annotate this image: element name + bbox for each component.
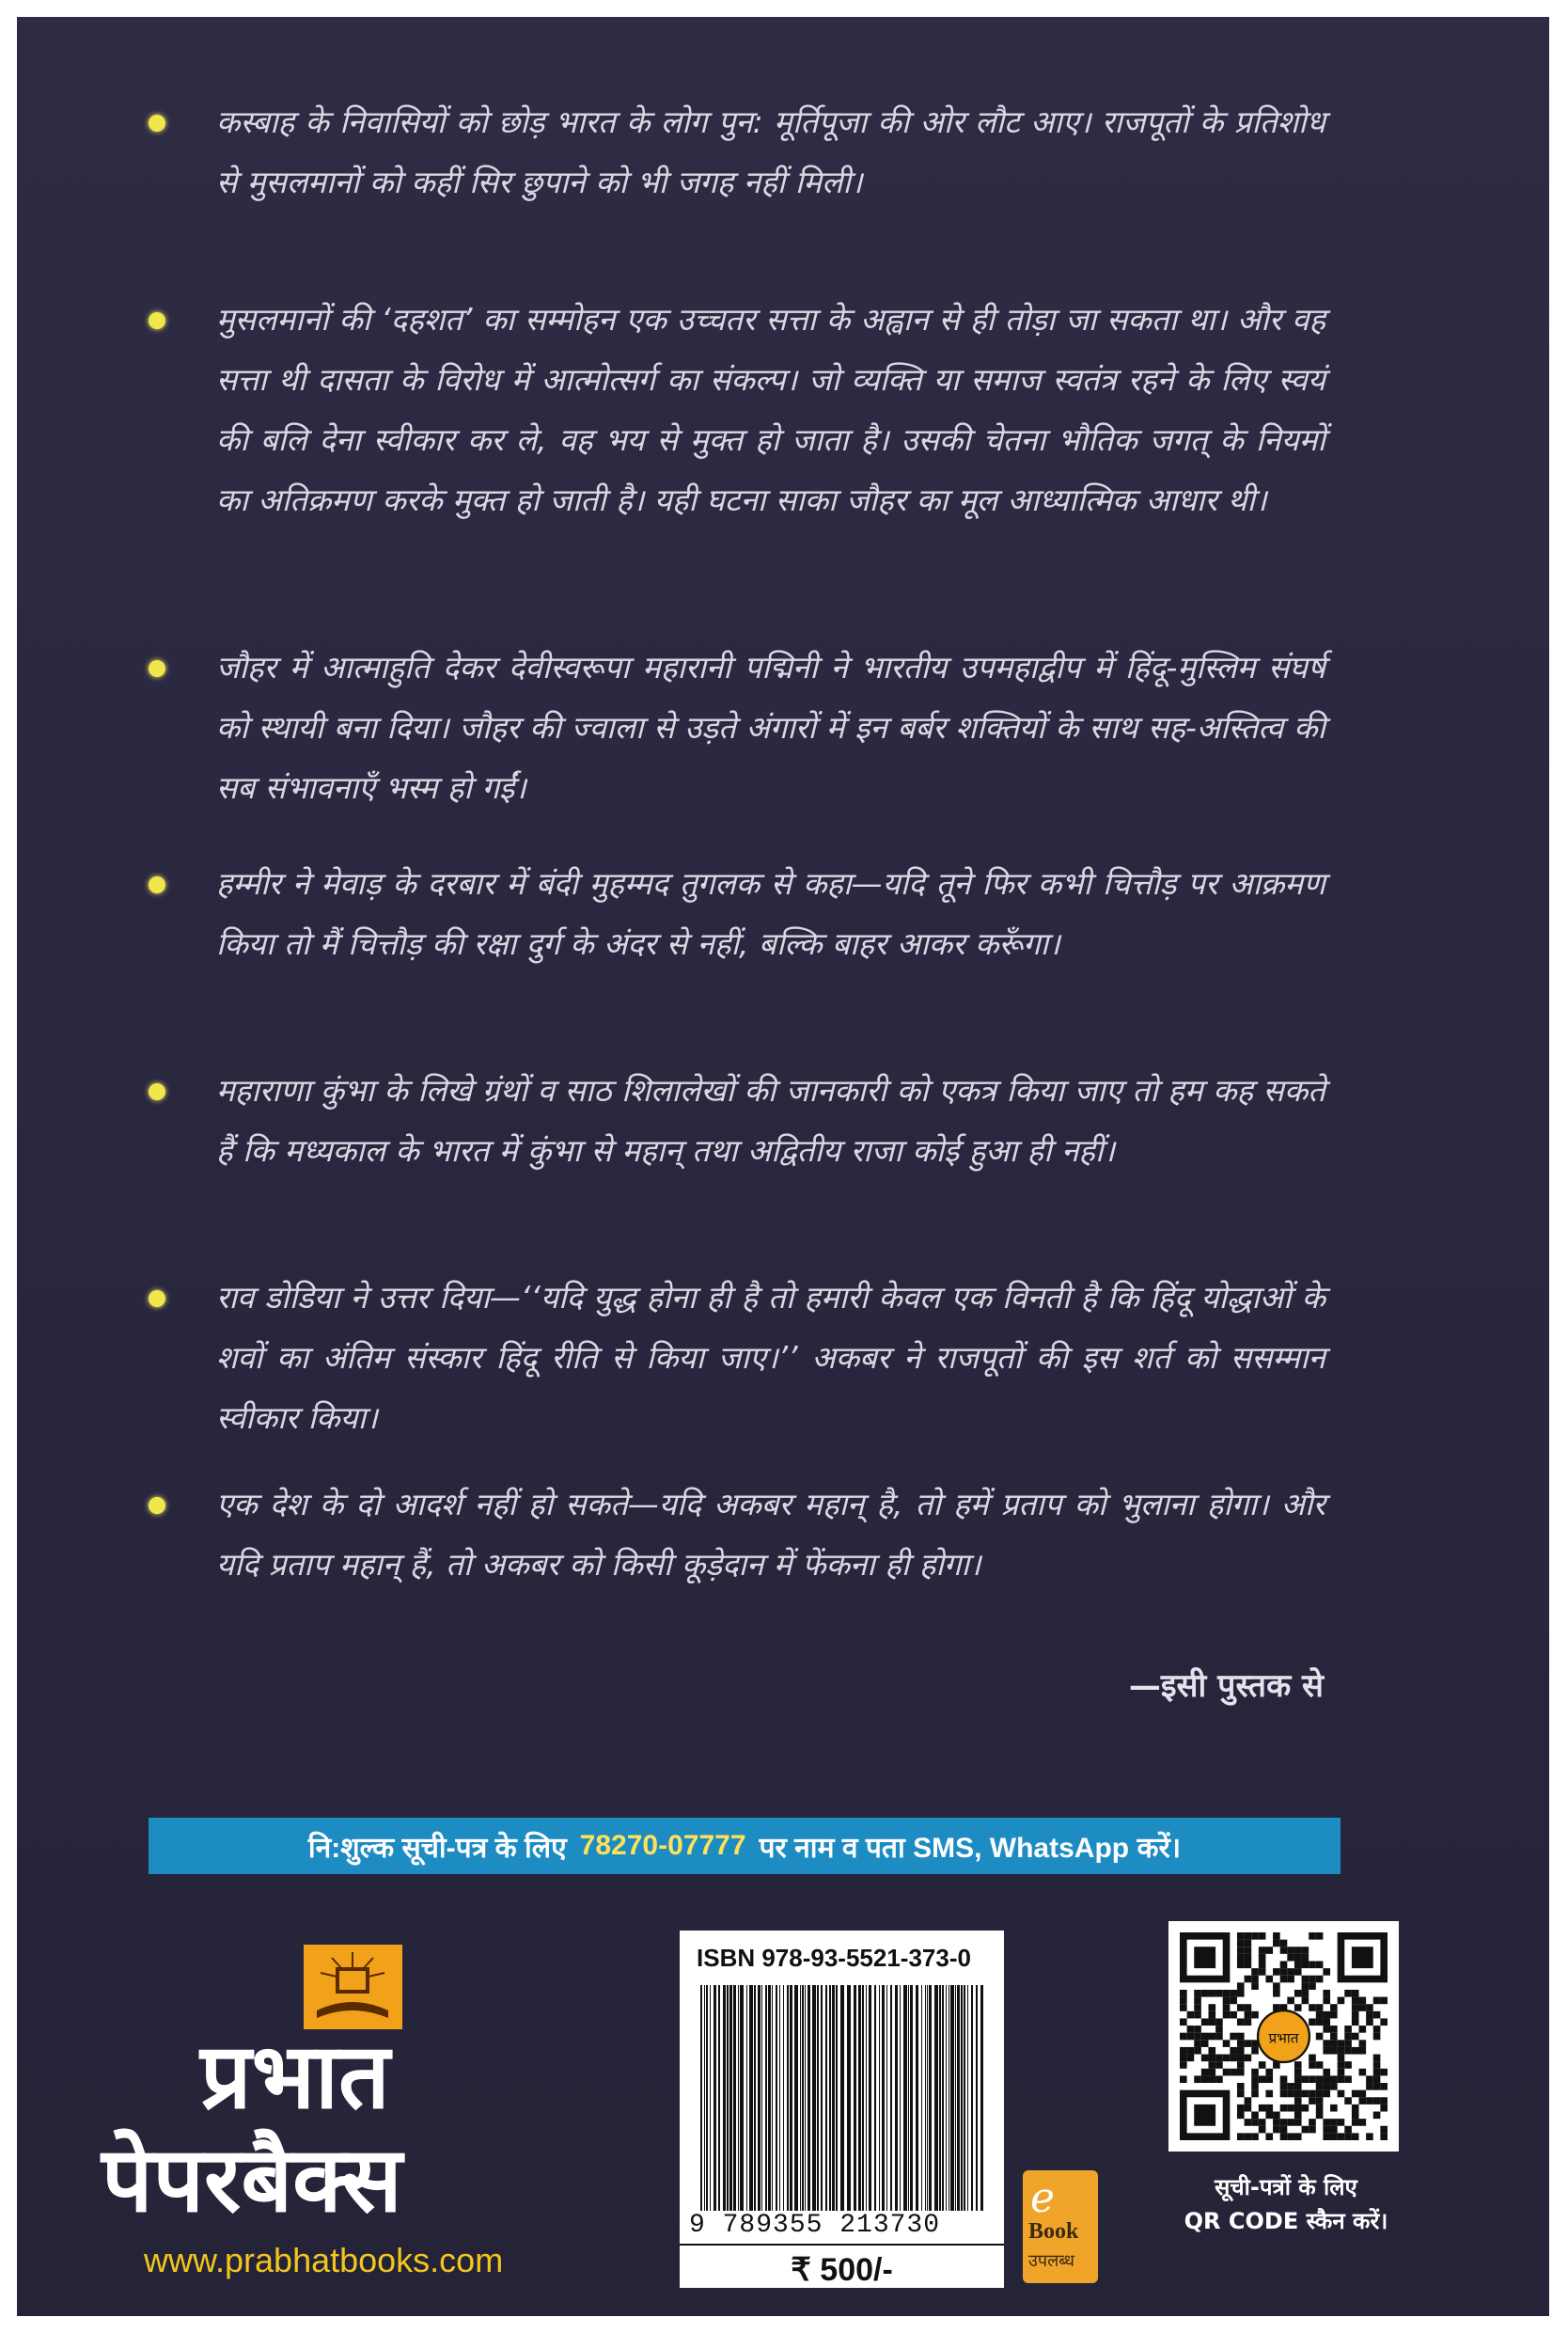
qr-caption [1150, 2170, 1422, 2238]
banner-text-before: नि:शुल्क सूची-पत्र के लिए [307, 1832, 567, 1864]
bullet-text: एक देश के दो आदर्श नहीं हो सकते—यदि अकबर महान् है, तो हमें प्रताप को भुलाना होगा। और यदि प्रताप महान् हैं, तो अकबर को किसी कूड़ेदान में फेंकना ही होगा। [216, 1486, 1325, 1583]
qr-code-icon [1180, 1932, 1388, 2140]
qr-center-label: प्रभात [1268, 2029, 1299, 2047]
qr-caption-line2: QR CODE स्कैन करें। [1184, 2208, 1388, 2234]
banner-phone: 78270-07777 [579, 1830, 746, 1861]
bullet-text: राव डोडिया ने उत्तर दिया—‘‘यदि युद्ध होना ही है तो हमारी केवल एक विनती है कि हिंदू योद्धाओं के शवों का अंतिम संस्कार हिंदू रीति से किया जाए।’’ अकबर ने राजपूतों की इस शर्त को ससम्मान स्वीकार किया। [216, 1279, 1325, 1436]
ebook-e: e [1030, 2174, 1056, 2222]
bullet-text: हम्मीर ने मेवाड़ के दरबार में बंदी मुहम्मद तुगलक से कहा—यदि तूने फिर कभी चित्तौड़ पर आक्रमण किया तो मैं चित्तौड़ की रक्षा दुर्ग के अंदर से नहीं, बल्कि बाहर आकर करूँगा। [216, 865, 1325, 962]
bullet-dot-icon [149, 876, 165, 893]
ebook-available-badge [1023, 2170, 1098, 2283]
isbn-label: ISBN 978-93-5521-373-0 [697, 1944, 971, 1972]
book-sun-emblem-icon [304, 1945, 402, 2029]
publisher-name-line1: प्रभात [200, 2024, 390, 2129]
publisher-website: www.prabhatbooks.com [144, 2241, 504, 2279]
bullet-dot-icon [149, 1290, 165, 1307]
banner-text-after: पर नाम व पता SMS, WhatsApp करें। [759, 1832, 1182, 1864]
bullet-text: कस्बाह के निवासियों को छोड़ भारत के लोग पुन: मूर्तिपूजा की ओर लौट आए। राजपूतों के प्रतिशोध से मुसलमानों को कहीं सिर छुपाने को भी जगह नहीं मिली। [216, 103, 1325, 200]
back-cover [17, 17, 1549, 2316]
qr-code [1168, 1921, 1399, 2152]
ebook-available: उपलब्ध [1028, 2251, 1075, 2271]
bullet-dot-icon [149, 1083, 165, 1100]
price-label: ₹ 500/- [680, 2244, 1004, 2289]
bullet-text: जौहर में आत्माहुति देकर देवीस्वरूपा महारानी पद्मिनी ने भारतीय उपमहाद्वीप में हिंदू-मुस्लिम संघर्ष को स्थायी बना दिया। जौहर की ज्वाला से उड़ते अंगारों में इन बर्बर शक्तियों के साथ सह-अस्तित्व की सब संभावनाएँ भस्म हो गईं। [216, 649, 1325, 806]
bullet-dot-icon [149, 115, 165, 132]
barcode-digits: 9 789355 213730 [689, 2211, 941, 2240]
ebook-book: Book [1028, 2219, 1079, 2244]
publisher-name-line2: पेपरबैक्स [102, 2127, 402, 2232]
bullet-dot-icon [149, 660, 165, 677]
source-attribution: —इसी पुस्तक से [1128, 1667, 1324, 1705]
bullet-text: मुसलमानों की ‘दहशत’ का सम्मोहन एक उच्चतर सत्ता के अह्वान से ही तोड़ा जा सकता था। और वह सत्ता थी दासता के विरोध में आत्मोत्सर्ग का संकल्प। जो व्यक्ति या समाज स्वतंत्र रहने के लिए स्वयं की बलि देना स्वीकार कर ले, वह भय से मुक्त हो जाता है। उसकी चेतना भौतिक जगत् के नियमों का अतिक्रमण करके मुक्त हो जाती है। यही घटना साका जौहर का मूल आध्यात्मिक आधार थी। [216, 301, 1325, 518]
catalogue-banner [149, 1818, 1341, 1874]
barcode-graphic [697, 1985, 988, 2211]
qr-caption-line1: सूची-पत्रों के लिए [1215, 2174, 1357, 2200]
bullet-text: महाराणा कुंभा के लिखे ग्रंथों व साठ शिलालेखों की जानकारी को एकत्र किया जाए तो हम कह सकते हैं कि मध्यकाल के भारत में कुंभा से महान् तथा अद्वितीय राजा कोई हुआ ही नहीं। [216, 1072, 1325, 1169]
isbn-barcode-block [680, 1931, 1004, 2288]
bullet-dot-icon [149, 312, 165, 329]
bullet-dot-icon [149, 1497, 165, 1514]
